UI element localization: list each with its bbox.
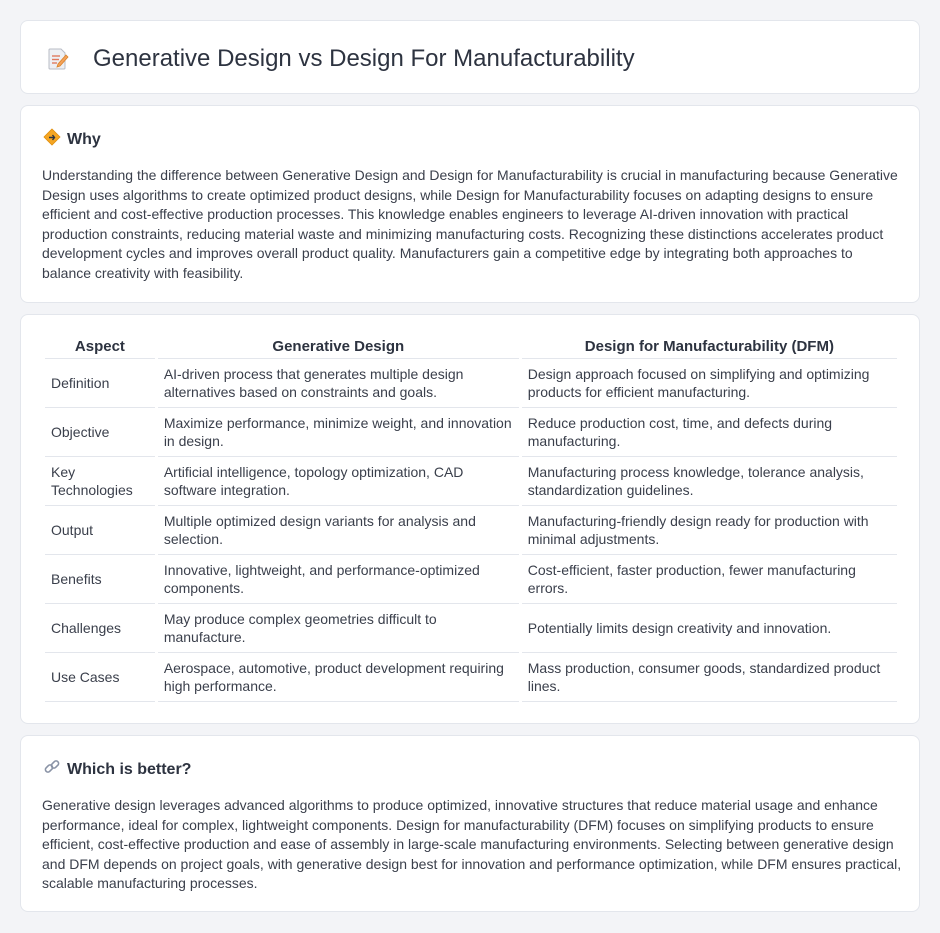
table-row bbox=[45, 555, 897, 604]
cell-generative: May produce complex geometries difficult to manufacture. bbox=[158, 604, 519, 653]
why-text: Understanding the difference between Generative Design and Design for Manufacturability is crucial in manufacturing because Generative Design uses algorithms to create optimized product designs, while Design for Manufacturability focuses on adapting designs to ensure efficient and cost-effective production processes. This knowledge enables engineers to leverage AI-driven innovation with practical production constraints, reducing material waste and minimizing manufacturing costs. Recognizing these distinctions accelerates product development cycles and improves overall product quality. Manufacturers gain a competitive edge by integrating both approaches to balance creativity with feasibility. bbox=[42, 167, 898, 281]
cell-generative: Multiple optimized design variants for analysis and selection. bbox=[158, 506, 519, 555]
table-row bbox=[45, 604, 897, 653]
why-heading bbox=[43, 128, 101, 151]
page-title: Generative Design vs Design For Manufacturability bbox=[93, 45, 635, 72]
cell-dfm: Manufacturing process knowledge, tolerance analysis, standardization guidelines. bbox=[522, 457, 897, 506]
cell-dfm: Reduce production cost, time, and defects during manufacturing. bbox=[522, 408, 897, 457]
comparison-table bbox=[42, 335, 900, 702]
why-title: Why bbox=[67, 130, 101, 148]
which-text: Generative design leverages advanced algorithms to produce optimized, innovative structures that reduce material usage and enhance performance, ideal for complex, lightweight components. Design for manufacturability (DFM) focuses on simplifying products to ensure efficient, cost-effective production and ease of assembly in large-scale manufacturing environments. Selecting between generative design and DFM depends on project goals, with generative design best for innovation and performance optimization, while DFM ensures practical, scalable manufacturing processes. bbox=[42, 797, 902, 891]
cell-dfm: Potentially limits design creativity and innovation. bbox=[522, 604, 897, 653]
header-generative: Generative Design bbox=[158, 335, 519, 359]
which-section bbox=[20, 735, 920, 912]
diamond-warning-icon bbox=[43, 128, 61, 151]
header-aspect: Aspect bbox=[45, 335, 155, 359]
cell-aspect: Use Cases bbox=[45, 653, 155, 702]
cell-aspect: Benefits bbox=[45, 555, 155, 604]
comparison-section bbox=[20, 314, 920, 724]
which-heading bbox=[43, 758, 191, 781]
cell-generative: Aerospace, automotive, product development requiring high performance. bbox=[158, 653, 519, 702]
cell-dfm: Manufacturing-friendly design ready for production with minimal adjustments. bbox=[522, 506, 897, 555]
cell-generative: Artificial intelligence, topology optimization, CAD software integration. bbox=[158, 457, 519, 506]
link-icon bbox=[43, 758, 61, 781]
which-title: Which is better? bbox=[67, 760, 192, 778]
table-row bbox=[45, 506, 897, 555]
cell-dfm: Mass production, consumer goods, standardized product lines. bbox=[522, 653, 897, 702]
table-row bbox=[45, 653, 897, 702]
table-row bbox=[45, 408, 897, 457]
table-header-row bbox=[45, 335, 897, 359]
header-card bbox=[20, 20, 920, 94]
cell-aspect: Challenges bbox=[45, 604, 155, 653]
table-row bbox=[45, 457, 897, 506]
cell-generative: Innovative, lightweight, and performance-optimized components. bbox=[158, 555, 519, 604]
cell-aspect: Objective bbox=[45, 408, 155, 457]
cell-dfm: Cost-efficient, faster production, fewer manufacturing errors. bbox=[522, 555, 897, 604]
cell-generative: Maximize performance, minimize weight, and innovation in design. bbox=[158, 408, 519, 457]
table-row bbox=[45, 359, 897, 408]
cell-generative: AI-driven process that generates multiple design alternatives based on constraints and goals. bbox=[158, 359, 519, 408]
cell-aspect: Definition bbox=[45, 359, 155, 408]
why-section bbox=[20, 105, 920, 303]
cell-aspect: Key Technologies bbox=[45, 457, 155, 506]
header-dfm: Design for Manufacturability (DFM) bbox=[522, 335, 897, 359]
cell-dfm: Design approach focused on simplifying and optimizing products for efficient manufacturing. bbox=[522, 359, 897, 408]
cell-aspect: Output bbox=[45, 506, 155, 555]
document-edit-icon bbox=[47, 47, 69, 71]
